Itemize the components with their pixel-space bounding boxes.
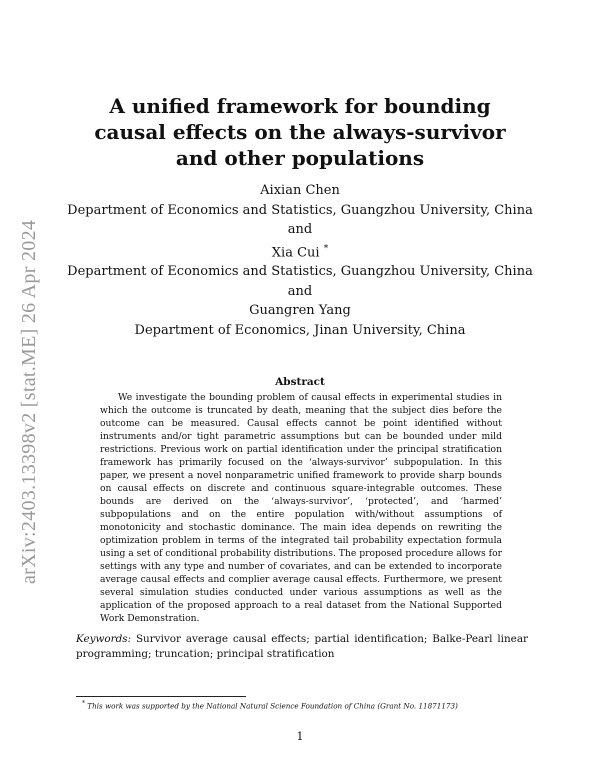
keywords-text: Survivor average causal effects; partial identification; Balke-Pearl linear programming; truncation; principal stratification bbox=[76, 633, 528, 660]
author-block bbox=[60, 181, 540, 340]
abstract-body: We investigate the bounding problem of causal effects in experimental studies in which the outcome is truncated by death, meaning that the subject dies before the outcome can be measured. Causal effects cannot be point identified without instruments and/or tight parametric assumptions but can be bounded under mild restrictions. Previous work on partial identification under the principal stratification framework has primarily focused on the ‘always-survivor’ subpopulation. In this paper, we present a novel nonparametric unified framework to provide sharp bounds on causal effects on discrete and continuous square-integrable outcomes. These bounds are derived on the ‘always-survivor’, ‘protected’, and ‘harmed’ subpopulations and on the entire population with/without assumptions of monotonicity and stochastic dominance. The main idea depends on rewriting the optimization problem in terms of the integrated tail probability expectation formula using a set of conditional probability distributions. The proposed procedure allows for settings with any type and number of covariates, and can be extended to incorporate average causal effects and complier average causal effects. Furthermore, we present several simulation studies conducted under various assumptions as well as the application of the proposed approach to a real dataset from the National Supported Work Demonstration. bbox=[100, 392, 503, 624]
author-name: Xia Cui * bbox=[271, 243, 329, 260]
abstract-heading: Abstract bbox=[275, 376, 325, 388]
footnote-text: This work was supported by the National Natural Science Foundation of China (Grant No. 11871173) bbox=[87, 701, 458, 711]
footnote bbox=[82, 699, 532, 711]
keywords-label: Keywords: bbox=[76, 633, 132, 645]
paper-title: A unified framework for bounding causal effects on the always-survivor and other populations bbox=[94, 94, 506, 170]
author-separator: and bbox=[287, 283, 313, 299]
footnote-marker: * bbox=[323, 243, 329, 254]
author-affiliation: Department of Economics and Statistics, Guangzhou University, China bbox=[67, 264, 533, 280]
keywords bbox=[76, 632, 528, 662]
author-separator: and bbox=[287, 222, 313, 237]
author-name: Guangren Yang bbox=[249, 303, 351, 319]
page-number: 1 bbox=[296, 730, 304, 743]
footnote-divider bbox=[76, 696, 246, 697]
author-name: Aixian Chen bbox=[260, 183, 340, 198]
author-affiliation: Department of Economics and Statistics, Guangzhou University, China bbox=[67, 202, 533, 218]
footnote-marker: * bbox=[82, 700, 85, 707]
arxiv-identifier-stamp: arXiv:2403.13398v2 [stat.ME] 26 Apr 2024 bbox=[18, 219, 40, 584]
author-affiliation: Department of Economics, Jinan University, China bbox=[134, 322, 466, 338]
